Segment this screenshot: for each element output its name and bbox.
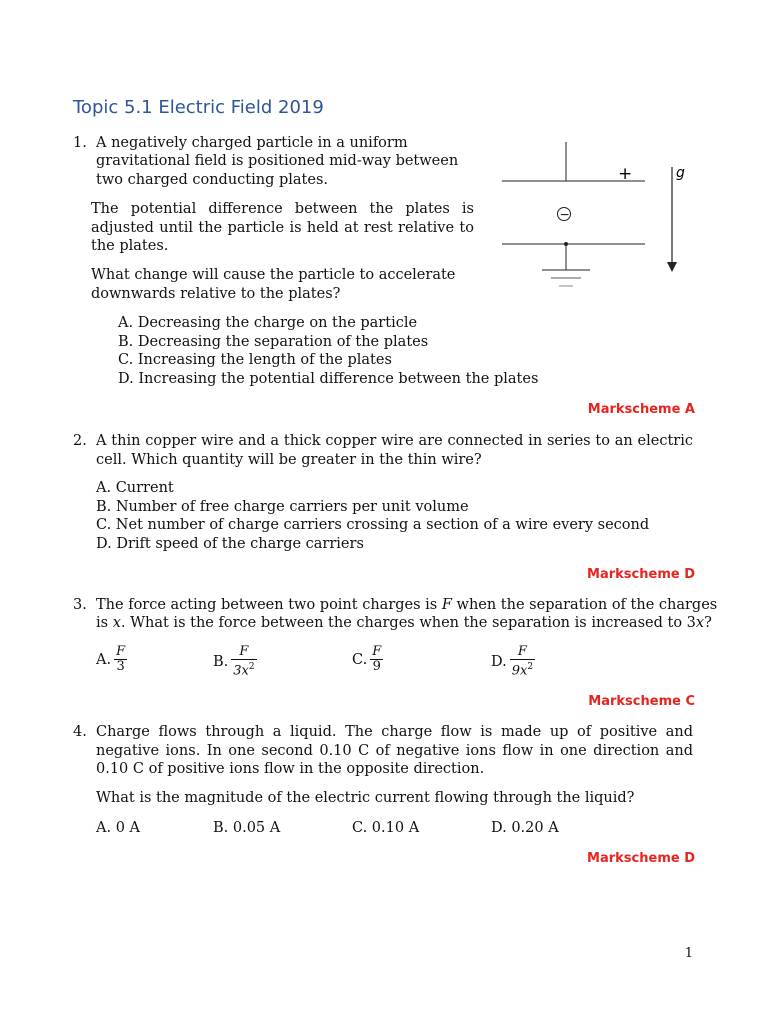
fraction: $\frac{F}{9x^2}$ — [511, 644, 534, 679]
q3-markscheme: Markscheme C — [588, 694, 695, 709]
q1-line1: A negatively charged particle in a uniform — [96, 135, 408, 151]
q2-option-d: D. Drift speed of the charge carriers — [96, 536, 364, 552]
q1-markscheme: Markscheme A — [587, 402, 695, 417]
q1-option-b: B. Decreasing the separation of the plates — [118, 334, 429, 350]
q3-option-a: A. $\frac{F}{3}$ — [96, 644, 126, 674]
q3-option-c: C. $\frac{F}{9}$ — [352, 644, 382, 674]
q1-option-a: A. Decreasing the charge on the particle — [118, 315, 418, 331]
q4-text: Charge flows through a liquid. The charge flow is made up of positive and negative ions. In one second 0.10 C of negative ions flow in one direction and 0.10 C of positive ions flow in the opposite direction. — [96, 724, 693, 777]
q3-number: 3. — [73, 597, 87, 613]
q2-markscheme: Markscheme D — [587, 567, 695, 582]
q4-option-c: C. 0.10 A — [352, 820, 420, 836]
fraction: $\frac{F}{3}$ — [116, 644, 126, 674]
q4-markscheme: Markscheme D — [587, 851, 695, 866]
q4-number: 4. — [73, 724, 87, 740]
q2-number: 2. — [73, 433, 87, 449]
gravity-label: g — [676, 165, 685, 181]
q4-option-d: D. 0.20 A — [491, 820, 559, 836]
q1-option-c: C. Increasing the length of the plates — [118, 352, 392, 368]
q1-line3: two charged conducting plates. — [96, 172, 329, 188]
positive-sign: + — [618, 164, 633, 184]
q3-line2: is x. What is the force between the charges when the separation is increased to 3x? — [96, 615, 712, 631]
q2-option-a: A. Current — [96, 480, 174, 496]
q1-number: 1. — [73, 135, 87, 151]
q1-question-line2: downwards relative to the plates? — [91, 286, 341, 302]
q3-line1: The force acting between two point charges is F when the separation of the charges — [96, 597, 718, 613]
q1-line2: gravitational field is positioned mid-way between — [96, 153, 459, 169]
q1-option-d: D. Increasing the potential difference between the plates — [118, 371, 539, 387]
q4-option-b: B. 0.05 A — [213, 820, 281, 836]
page-number: 1 — [684, 946, 693, 961]
fraction: $\frac{F}{3x^2}$ — [233, 644, 255, 679]
charged-plates-diagram — [500, 140, 700, 290]
q3-option-d: D. $\frac{F}{9x^2}$ — [491, 644, 534, 679]
page-title: Topic 5.1 Electric Field 2019 — [73, 97, 324, 118]
q2-option-c: C. Net number of charge carriers crossing a section of a wire every second — [96, 517, 650, 533]
q3-option-b: B. $\frac{F}{3x^2}$ — [213, 644, 255, 679]
fraction: $\frac{F}{9}$ — [372, 644, 382, 674]
q1-question-line1: What change will cause the particle to accelerate — [91, 267, 456, 283]
gravity-arrow-head — [667, 262, 677, 272]
q2-option-b: B. Number of free charge carriers per unit volume — [96, 499, 469, 515]
particle-minus-sign: − — [559, 207, 570, 222]
q2-text: A thin copper wire and a thick copper wire are connected in series to an electric cell. Which quantity will be greater in the thin wire? — [96, 433, 693, 468]
q1-paragraph-2: The potential difference between the plates is adjusted until the particle is held at rest relative to the plates. — [91, 201, 474, 254]
q4-option-a: A. 0 A — [96, 820, 140, 836]
q4-question: What is the magnitude of the electric current flowing through the liquid? — [96, 790, 635, 806]
